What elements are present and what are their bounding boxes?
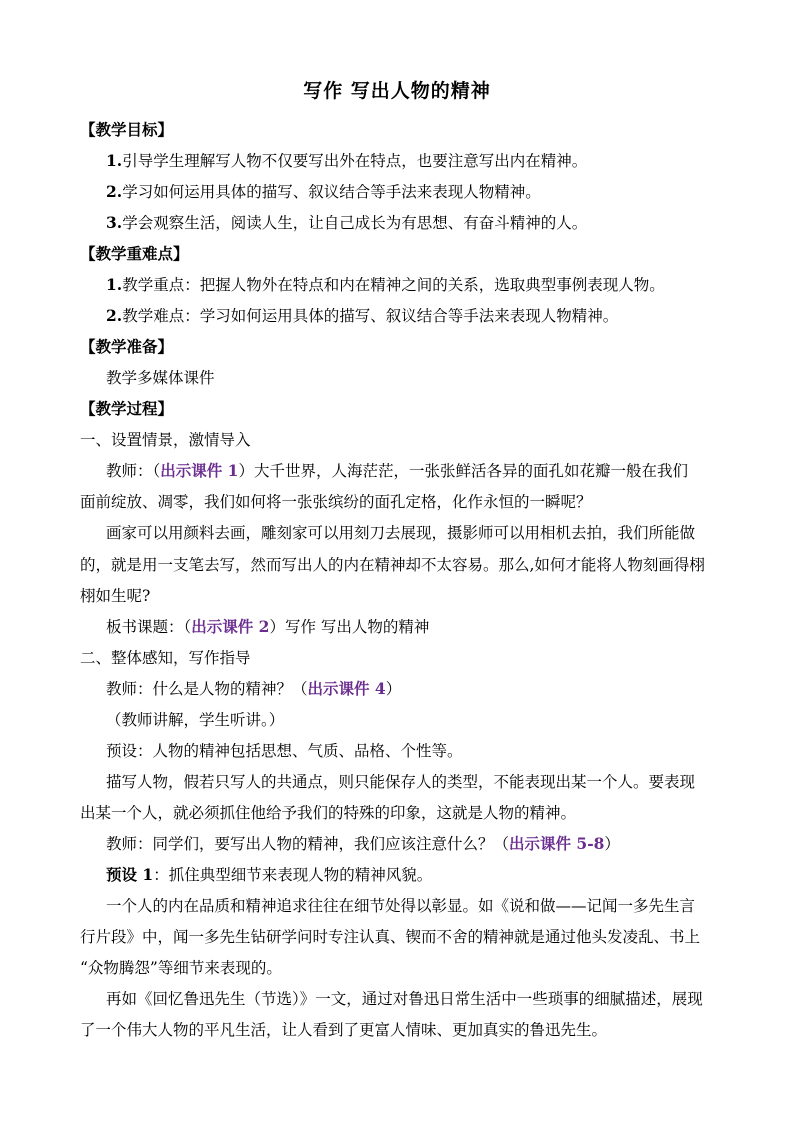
text-span: ：抓住典型细节来表现人物的精神风貌。: [153, 866, 433, 884]
item-number: 1.: [106, 275, 123, 294]
paragraph-9: [106, 865, 432, 885]
item-number: 2.: [106, 182, 123, 201]
text-span: 教师：什么是人物的精神？（: [106, 680, 308, 698]
item-number: 2.: [106, 306, 123, 325]
paragraph-1-line-1: [106, 461, 688, 481]
item-number: 3.: [106, 213, 123, 232]
paragraph-7-line-1: 描写人物，假若只写人的共通点，则只能保存人的类型，不能表现出某一个人。要表现: [106, 773, 696, 791]
section-2-title: 二、整体感知，写作指导: [80, 649, 251, 667]
courseware-reference: 出示课件 4: [307, 679, 386, 698]
paragraph-2-line-3: 栩如生呢?: [80, 587, 151, 605]
text-span: ）写作 写出人物的精神: [269, 618, 430, 636]
objective-item-2: [106, 182, 541, 202]
item-text: 引导学生理解写人物不仅要写出外在特点，也要注意写出内在精神。: [122, 152, 588, 170]
objectives-heading: 【教学目标】: [80, 120, 174, 139]
text-span: 板书课题：（: [106, 618, 192, 636]
paragraph-3: [106, 617, 429, 637]
preset-label: 预设 1: [106, 865, 154, 884]
objective-item-1: [106, 151, 587, 171]
paragraph-10-line-3: “众物腾怨”等细节来表现的。: [80, 959, 282, 977]
preparation-text: 教学多媒体课件: [106, 369, 215, 387]
courseware-reference: 出示课件 5-8: [509, 834, 605, 853]
key-point-item-2: [106, 306, 618, 326]
courseware-reference: 出示课件 2: [191, 617, 270, 636]
page-title: 写作 写出人物的精神: [303, 80, 491, 102]
process-heading: 【教学过程】: [80, 399, 174, 418]
text-span: ）: [385, 680, 402, 698]
paragraph-8: [106, 834, 620, 854]
paragraph-6: 预设：人物的精神包括思想、气质、品格、个性等。: [106, 742, 463, 760]
section-1-title: 一、设置情景，激情导入: [80, 431, 251, 449]
text-span: ）大千世界，人海茫茫，一张张鲜活各异的面孔如花瓣一般在我们: [238, 462, 688, 480]
text-span: 教师：同学们，要写出人物的精神，我们应该注意什么？（: [106, 835, 510, 853]
text-span: ）: [604, 835, 620, 853]
objective-item-3: [106, 213, 587, 233]
text-span: 教师：（: [106, 462, 161, 480]
paragraph-2-line-1: 画家可以用颜料去画，雕刻家可以用刻刀去展现，摄影师可以用相机去拍，我们所能做: [106, 524, 696, 542]
item-text: 学会观察生活，阅读人生，让自己成长为有思想、有奋斗精神的人。: [122, 214, 588, 232]
preparation-heading: 【教学准备】: [80, 337, 174, 356]
paragraph-11-line-1: 再如《回忆鲁迅先生（节选）》一文，通过对鲁迅日常生活中一些琐事的细腻描述，展现: [106, 990, 703, 1008]
paragraph-11-line-2: 了一个伟大人物的平凡生活，让人看到了更富人情味、更加真实的鲁迅先生。: [80, 1021, 608, 1039]
paragraph-1-line-2: 面前绽放、凋零，我们如何将一张张缤纷的面孔定格，化作永恒的一瞬呢？: [80, 493, 592, 511]
key-point-item-1: [106, 275, 665, 295]
paragraph-5: （教师讲解，学生听讲。）: [106, 711, 285, 729]
courseware-reference: 出示课件 1: [160, 461, 239, 480]
item-text: 教学重点：把握人物外在特点和内在精神之间的关系，选取典型事例表现人物。: [122, 276, 665, 294]
key-points-heading: 【教学重难点】: [80, 244, 189, 263]
paragraph-2-line-2: 的，就是用一支笔去写，然而写出人的内在精神却不太容易。那么,如何才能将人物刻画得栩: [80, 556, 705, 574]
paragraph-4: [106, 679, 401, 699]
item-number: 1.: [106, 151, 123, 170]
item-text: 教学难点：学习如何运用具体的描写、叙议结合等手法来表现人物精神。: [122, 307, 619, 325]
paragraph-10-line-2: 行片段》中，闻一多先生钻研学问时专注认真、锲而不舍的精神就是通过他头发凌乱、书上: [80, 928, 701, 946]
paragraph-10-line-1: 一个人的内在品质和精神追求往往在细节处得以彰显。如《说和做——记闻一多先生言: [106, 897, 696, 915]
paragraph-7-line-2: 出某一个人，就必须抓住他给予我们的特殊的印象，这就是人物的精神。: [80, 804, 577, 822]
item-text: 学习如何运用具体的描写、叙议结合等手法来表现人物精神。: [122, 183, 541, 201]
